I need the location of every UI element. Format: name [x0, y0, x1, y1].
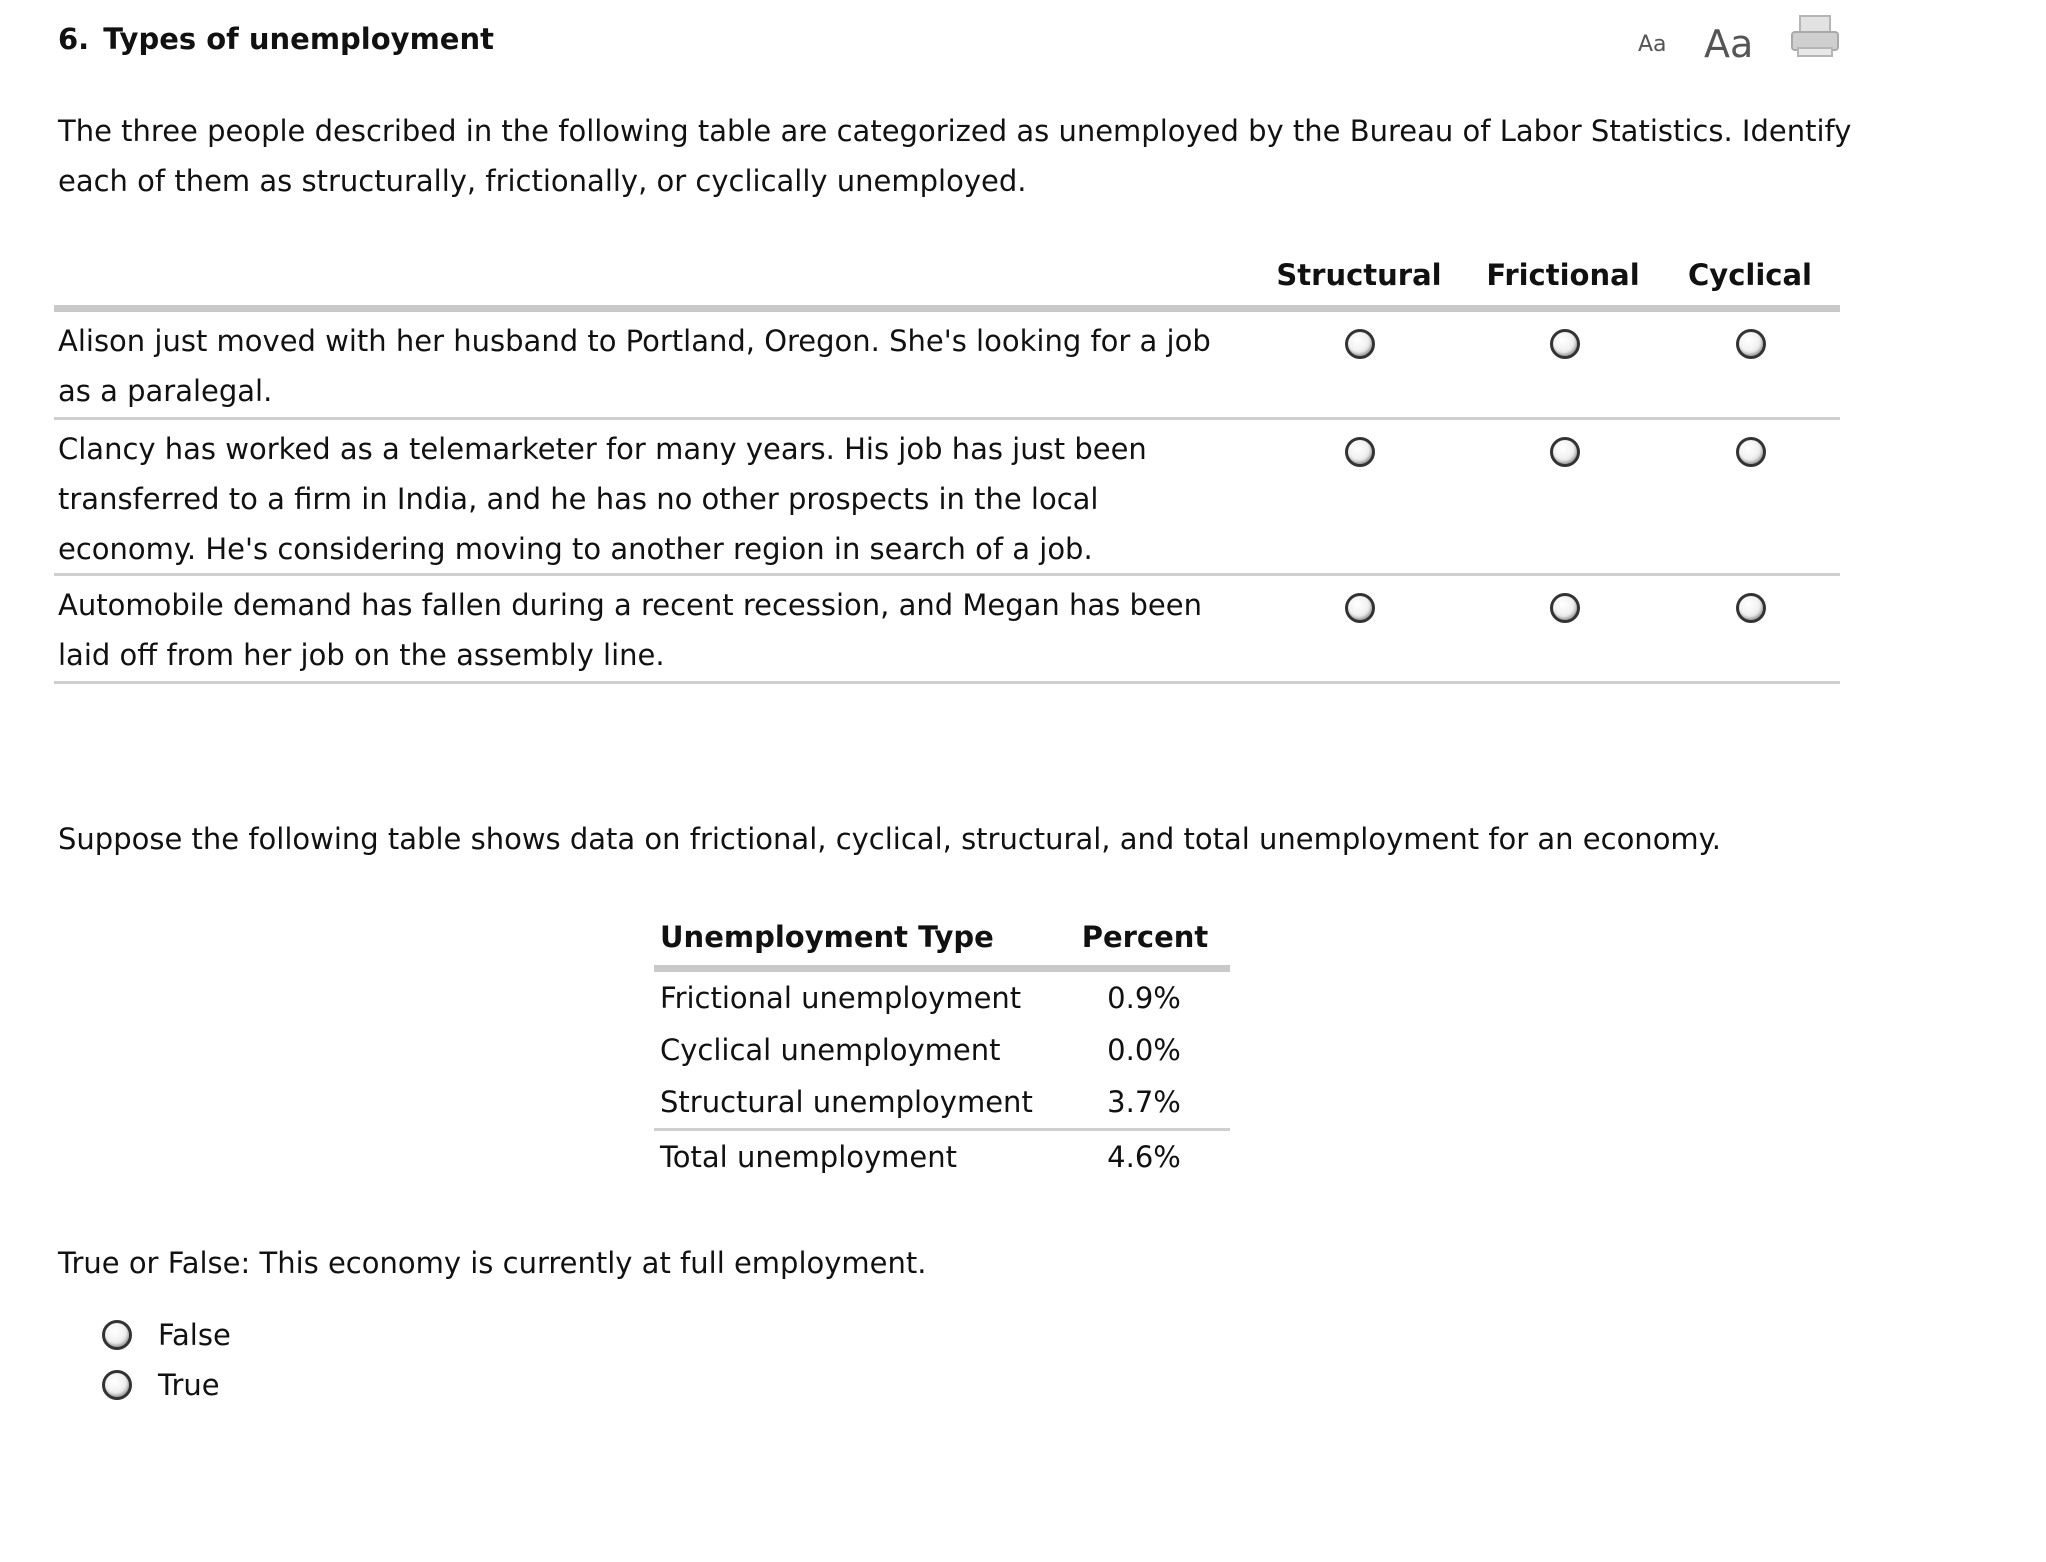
suppose-text: Suppose the following table shows data on frictional, cyclical, structural, and total unemployment for an economy. — [58, 822, 1721, 856]
radio-alison-frictional[interactable] — [1550, 329, 1580, 359]
total-percent: 4.6% — [1107, 1140, 1181, 1174]
table-row-alison — [54, 312, 1840, 420]
radio-alison-structural[interactable] — [1345, 329, 1375, 359]
radio-clancy-structural[interactable] — [1345, 437, 1375, 467]
row-type: Frictional unemployment — [660, 981, 1022, 1015]
table-row — [654, 972, 1230, 1024]
row-type: Cyclical unemployment — [660, 1033, 1001, 1067]
question-title — [58, 22, 494, 56]
data-table-header — [654, 910, 1230, 972]
option-true-label: True — [158, 1368, 220, 1402]
true-false-prompt: True or False: This economy is currently at full employment. — [58, 1246, 927, 1280]
header-unemployment-type: Unemployment Type — [660, 920, 994, 954]
table-row-total — [654, 1131, 1230, 1183]
row-type: Structural unemployment — [660, 1085, 1033, 1119]
row-percent: 3.7% — [1107, 1085, 1181, 1119]
question-title-text: Types of unemployment — [103, 22, 494, 56]
col-header-structural: Structural — [1276, 258, 1442, 292]
classification-table — [54, 250, 1840, 684]
radio-clancy-cyclical[interactable] — [1736, 437, 1766, 467]
table-row-megan — [54, 576, 1840, 684]
text-size-large-button[interactable]: Aa — [1704, 22, 1754, 66]
table-row — [654, 1076, 1230, 1131]
option-false[interactable] — [102, 1318, 231, 1352]
radio-megan-cyclical[interactable] — [1736, 593, 1766, 623]
row-percent: 0.9% — [1107, 981, 1181, 1015]
radio-megan-structural[interactable] — [1345, 593, 1375, 623]
option-true[interactable] — [102, 1368, 220, 1402]
classification-table-header — [54, 250, 1840, 312]
row-description: Clancy has worked as a telemarketer for many years. His job has just been transferred to a firm in India, and he has no other prospects in the local economy. He's considering moving to another region in search of a job. — [58, 432, 1147, 566]
table-row-clancy — [54, 420, 1840, 576]
question-number: 6. — [58, 22, 90, 56]
radio-megan-frictional[interactable] — [1550, 593, 1580, 623]
option-false-label: False — [158, 1318, 231, 1352]
unemployment-data-table — [654, 910, 1230, 1183]
row-description: Automobile demand has fallen during a recent recession, and Megan has been laid off from her job on the assembly line. — [58, 588, 1202, 672]
radio-clancy-frictional[interactable] — [1550, 437, 1580, 467]
table-row — [654, 1024, 1230, 1076]
radio-alison-cyclical[interactable] — [1736, 329, 1766, 359]
radio-false[interactable] — [102, 1320, 132, 1350]
col-header-frictional: Frictional — [1486, 258, 1640, 292]
intro-text: The three people described in the following table are categorized as unemployed by the Bureau of Labor Statistics. Identify each of them as structurally, frictionally, or cyclically unemployed. — [58, 114, 1852, 198]
radio-true[interactable] — [102, 1370, 132, 1400]
col-header-cyclical: Cyclical — [1688, 258, 1812, 292]
print-icon[interactable] — [1788, 14, 1842, 60]
row-percent: 0.0% — [1107, 1033, 1181, 1067]
row-description: Alison just moved with her husband to Portland, Oregon. She's looking for a job as a paralegal. — [58, 324, 1211, 408]
total-type: Total unemployment — [660, 1140, 958, 1174]
text-size-small-button[interactable]: Aa — [1638, 32, 1667, 57]
header-percent: Percent — [1081, 920, 1209, 954]
